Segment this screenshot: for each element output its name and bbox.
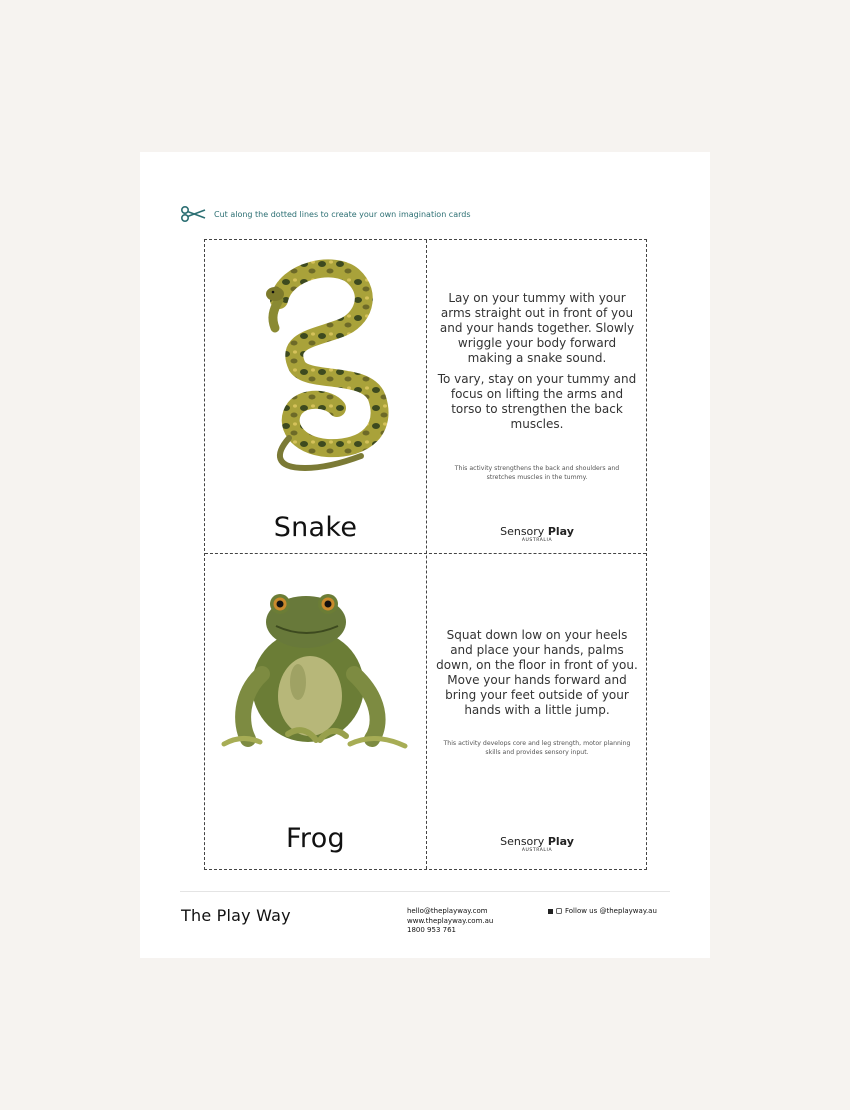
frog-instruction-card	[427, 554, 647, 870]
instagram-icon	[556, 908, 562, 914]
footer-contact	[407, 907, 493, 936]
scissors-icon	[180, 206, 206, 222]
instruction-paragraph: Squat down low on your heels and place your hands, palms down, on the floor in front of you. Move your hands forward and bring your feet outside of your hands with a little jump.	[436, 628, 638, 717]
social-handle: Follow us @theplayway.au	[565, 907, 657, 915]
instruction-paragraph: Lay on your tummy with your arms straight out in front of you and your hands together. Slowly wriggle your body forward making a snake sound.	[439, 291, 635, 365]
footer-divider	[180, 891, 670, 892]
activity-note: This activity develops core and leg strength, motor planning skills and provides sensory input.	[443, 740, 631, 756]
footer-social	[548, 907, 657, 915]
sensory-play-logo	[427, 526, 647, 544]
instruction-paragraph: To vary, stay on your tummy and focus on lifting the arms and torso to strengthen the back muscles.	[437, 372, 637, 431]
brand-name-light: Sensory	[500, 835, 548, 848]
brand-name-light: Sensory	[500, 525, 548, 538]
snake-picture-card	[205, 240, 426, 553]
card-grid	[204, 239, 647, 870]
snake-illustration	[245, 258, 395, 483]
printable-sheet	[140, 152, 710, 958]
activity-note: This activity strengthens the back and shoulders and stretches muscles in the tummy.	[454, 465, 620, 481]
brand-subtitle: AUSTRALIA	[521, 848, 553, 853]
brand-subtitle: AUSTRALIA	[521, 538, 553, 543]
brand-name-bold: Play	[547, 835, 574, 848]
cut-instruction	[180, 206, 471, 222]
cut-instruction-text: Cut along the dotted lines to create your own imagination cards	[214, 209, 471, 219]
snake-instruction-card	[427, 240, 647, 553]
contact-email: hello@theplayway.com	[407, 907, 488, 915]
frog-illustration	[220, 574, 410, 759]
contact-website: www.theplayway.com.au	[407, 916, 494, 925]
frog-picture-card	[205, 554, 426, 870]
footer-logo: The Play Way	[181, 906, 291, 925]
facebook-icon	[548, 909, 553, 914]
card-title: Snake	[273, 512, 358, 543]
sensory-play-logo	[427, 836, 647, 854]
contact-phone: 1800 953 761	[407, 926, 456, 934]
brand-name-bold: Play	[547, 525, 574, 538]
card-title: Frog	[286, 823, 345, 854]
